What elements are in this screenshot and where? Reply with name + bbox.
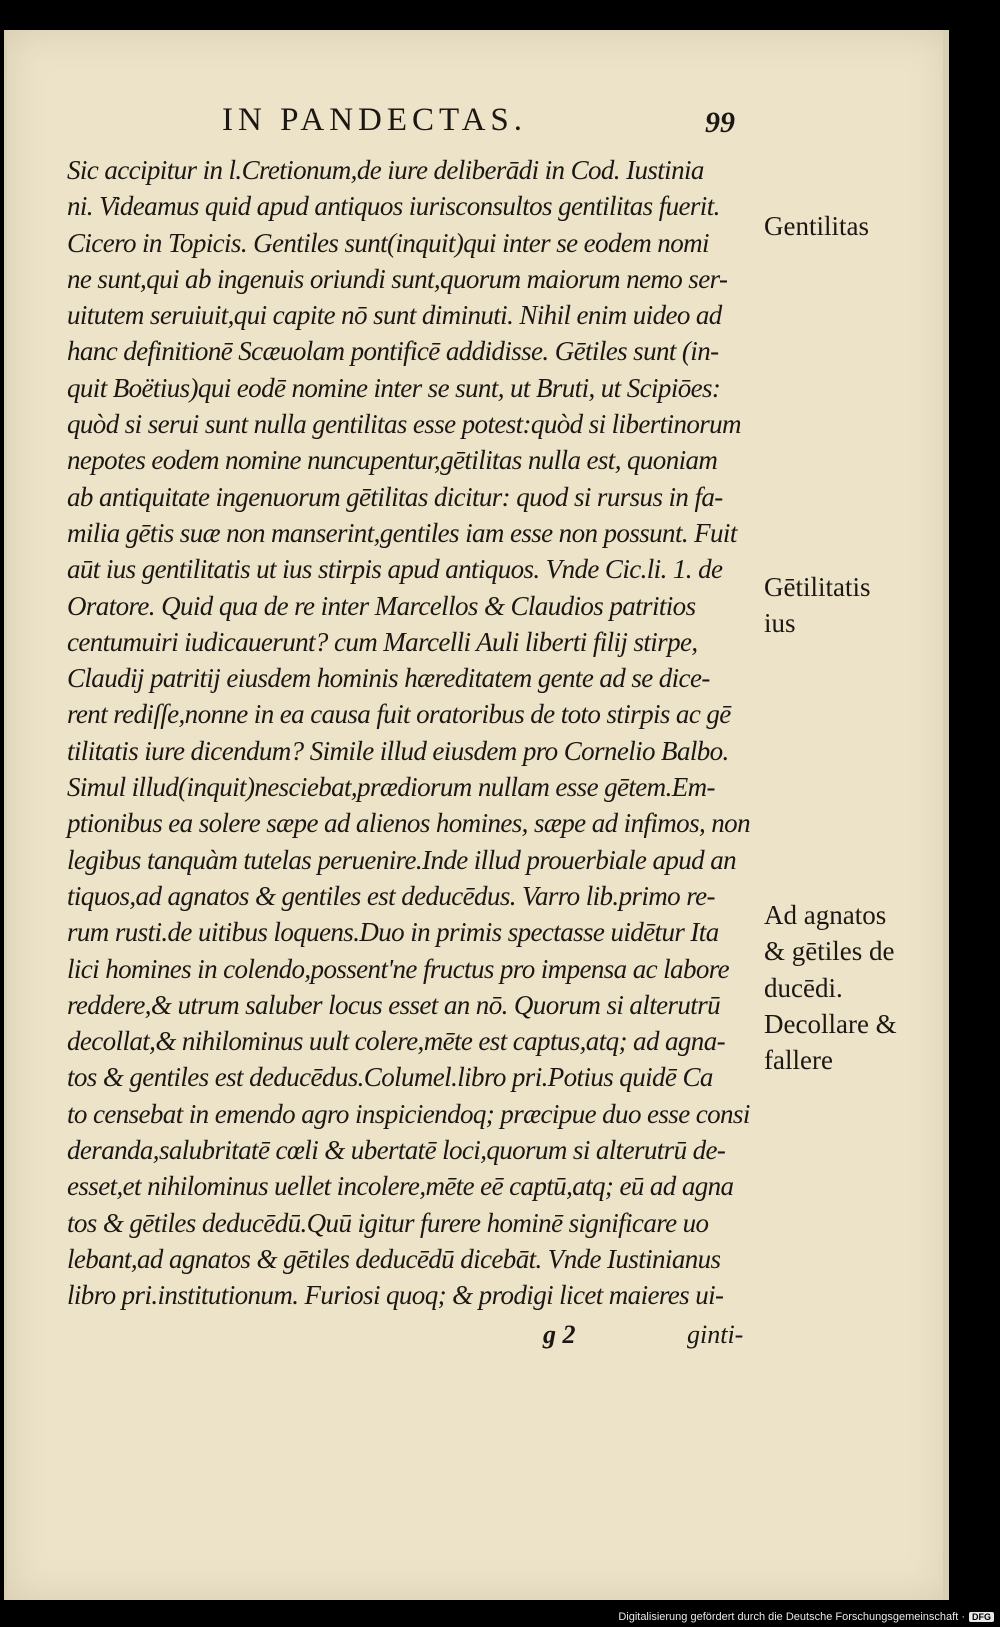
marginal-note-line: ius bbox=[764, 608, 796, 639]
marginal-note-line: & gētiles de bbox=[764, 936, 895, 967]
text-line: Oratore. Quid qua de re inter Marcellos & Claudios patritios bbox=[67, 590, 696, 621]
text-line: tos & gētiles deducēdū.Quū igitur furere hominē significare uo bbox=[67, 1207, 709, 1238]
marginal-note-gentilitatis-ius bbox=[764, 569, 870, 642]
text-line: legibus tanquàm tutelas peruenire.Inde illud prouerbiale apud an bbox=[67, 844, 737, 875]
digitization-footer bbox=[618, 1611, 994, 1623]
text-line: quit Boëtius)qui eodē nomine inter se sunt, ut Bruti, ut Scipiōes: bbox=[67, 372, 721, 403]
text-line: libro pri.institutionum. Furiosi quoq; & prodigi licet maieres ui- bbox=[67, 1280, 724, 1311]
text-line: Simul illud(inquit)nesciebat,prædiorum nullam esse gētem.Em- bbox=[67, 772, 715, 803]
text-line: tos & gentiles est deducēdus.Columel.libro pri.Potius quidē Ca bbox=[67, 1062, 713, 1093]
text-line: Sic accipitur in l.Cretionum,de iure deliberādi in Cod. Iustinia bbox=[67, 155, 704, 185]
text-line: uitutem seruiuit,qui capite nō sunt diminuti. Nihil enim uideo ad bbox=[67, 300, 722, 331]
footer-credit: Digitalisierung gefördert durch die Deutsche Forschungsgemeinschaft · bbox=[618, 1611, 965, 1623]
text-line: rent rediſſe,nonne in ea causa fuit oratoribus de toto stirpis ac gē bbox=[67, 699, 731, 730]
book-page bbox=[4, 30, 949, 1600]
text-line: tiquos,ad agnatos & gentiles est deducēdus. Varro lib.primo re- bbox=[67, 880, 715, 911]
text-line: Claudij patritij eiusdem hominis hæreditatem gente ad se dice- bbox=[67, 663, 710, 694]
folio-number: 99 bbox=[705, 106, 735, 139]
marginal-note-line: fallere bbox=[764, 1045, 833, 1076]
main-text-block bbox=[67, 152, 757, 1314]
marginal-note-gentilitas bbox=[764, 208, 869, 244]
text-line: rum rusti.de uitibus loquens.Duo in primis spectasse uidētur Ita bbox=[67, 917, 719, 948]
text-line: tilitatis iure dicendum? Simile illud eiusdem pro Cornelio Balbo. bbox=[67, 735, 729, 766]
text-line: nepotes eodem nomine nuncupentur,gētilitas nulla est, quoniam bbox=[67, 445, 718, 476]
text-line: aūt ius gentilitatis ut ius stirpis apud antiquos. Vnde Cic.li. 1. de bbox=[67, 554, 723, 585]
text-line: reddere,& utrum saluber locus esset an nō. Quorum si alterutrū bbox=[67, 989, 721, 1020]
marginal-note-line: Ad agnatos bbox=[764, 900, 887, 930]
text-line: lebant,ad agnatos & gētiles deducēdū dicebāt. Vnde Iustinianus bbox=[67, 1243, 721, 1274]
text-line: to censebat in emendo agro inspiciendoq; præcipue duo esse consi bbox=[67, 1098, 750, 1129]
text-line: ni. Videamus quid apud antiquos iurisconsultos gentilitas fuerit. bbox=[67, 191, 720, 222]
text-line: ptionibus ea solere sæpe ad alienos homines, sæpe ad infimos, non bbox=[67, 808, 750, 839]
marginal-note-decollare bbox=[764, 1006, 897, 1079]
text-line: hanc definitionē Scæuolam pontificē addidisse. Gētiles sunt (in- bbox=[67, 336, 719, 367]
running-title: IN PANDECTAS. bbox=[222, 102, 528, 138]
text-line: esset,et nihilominus uellet incolere,mēte eē captū,atq; eū ad agna bbox=[67, 1171, 734, 1202]
text-line: centumuiri iudicauerunt? cum Marcelli Auli liberti filij stirpe, bbox=[67, 626, 698, 657]
text-line: quòd si serui sunt nulla gentilitas esse potest:quòd si libertinorum bbox=[67, 409, 741, 440]
dfg-logo: DFG bbox=[969, 1612, 994, 1622]
marginal-note-ad-agnatos bbox=[764, 897, 894, 1006]
text-line: lici homines in colendo,possent'ne fructus pro impensa ac labore bbox=[67, 953, 730, 984]
marginal-note-line: Gētilitatis bbox=[764, 572, 871, 602]
marginal-note-line: Decollare & bbox=[764, 1009, 897, 1039]
text-line: deranda,salubritatē cœli & ubertatē loci,quorum si alterutrū de- bbox=[67, 1135, 726, 1166]
text-line: milia gētis suæ non manserint,gentiles iam esse non possunt. Fuit bbox=[67, 517, 737, 548]
signature-mark: g 2 bbox=[543, 1320, 576, 1349]
marginal-note-line: ducēdi. bbox=[764, 972, 843, 1003]
text-line: decollat,& nihilominus uult colere,mēte est captus,atq; ad agna- bbox=[67, 1026, 725, 1057]
marginal-note-line: Gentilitas bbox=[764, 211, 869, 241]
text-line: Cicero in Topicis. Gentiles sunt(inquit)qui inter se eodem nomi bbox=[67, 227, 709, 258]
catchword: ginti- bbox=[687, 1320, 744, 1349]
text-line: ab antiquitate ingenuorum gētilitas dicitur: quod si rursus in fa- bbox=[67, 481, 723, 512]
text-line: ne sunt,qui ab ingenuis oriundi sunt,quorum maiorum nemo ser- bbox=[67, 263, 728, 294]
